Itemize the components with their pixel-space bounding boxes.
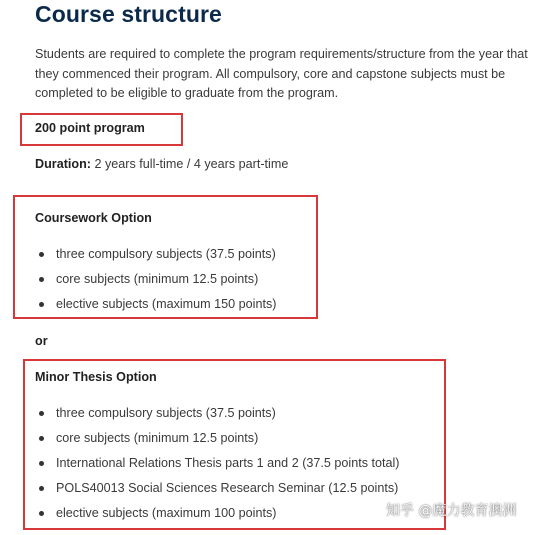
list-item [38, 504, 400, 529]
duration-line [35, 157, 288, 171]
duration-value: 2 years full-time / 4 years part-time [90, 157, 289, 171]
list-item-text: elective subjects (maximum 100 points) [56, 506, 277, 520]
list-item-text: three compulsory subjects (37.5 points) [56, 406, 276, 420]
coursework-option-title: Coursework Option [35, 211, 152, 225]
watermark: 知乎 @魔力教育澳洲 [386, 503, 517, 519]
page-title: Course structure [35, 1, 222, 27]
list-item-text: three compulsory subjects (37.5 points) [56, 247, 276, 261]
thesis-option-title: Minor Thesis Option [35, 370, 157, 384]
list-item [38, 270, 276, 295]
list-item-text: core subjects (minimum 12.5 points) [56, 272, 259, 286]
coursework-list [38, 245, 276, 320]
bullet-icon [39, 302, 44, 307]
list-item-text: International Relations Thesis parts 1 and 2 (37.5 points total) [56, 456, 400, 470]
duration-label: Duration: [35, 157, 91, 171]
program-heading: 200 point program [35, 121, 145, 135]
list-item [38, 479, 400, 504]
intro-paragraph: Students are required to complete the program requirements/structure from the year that they commenced their program. All compulsory, core and capstone subjects must be completed to be eligible to graduate from the program. [35, 47, 528, 100]
list-item-text: POLS40013 Social Sciences Research Seminar (12.5 points) [56, 481, 399, 495]
list-item [38, 295, 276, 320]
bullet-icon [39, 511, 44, 516]
list-item [38, 245, 276, 270]
bullet-icon [39, 461, 44, 466]
list-item [38, 404, 400, 429]
list-item-text: core subjects (minimum 12.5 points) [56, 431, 259, 445]
or-separator: or [35, 334, 48, 348]
bullet-icon [39, 411, 44, 416]
list-item-text: elective subjects (maximum 150 points) [56, 297, 277, 311]
list-item [38, 429, 400, 454]
thesis-list [38, 404, 400, 529]
bullet-icon [39, 252, 44, 257]
bullet-icon [39, 436, 44, 441]
bullet-icon [39, 277, 44, 282]
list-item [38, 454, 400, 479]
bullet-icon [39, 486, 44, 491]
